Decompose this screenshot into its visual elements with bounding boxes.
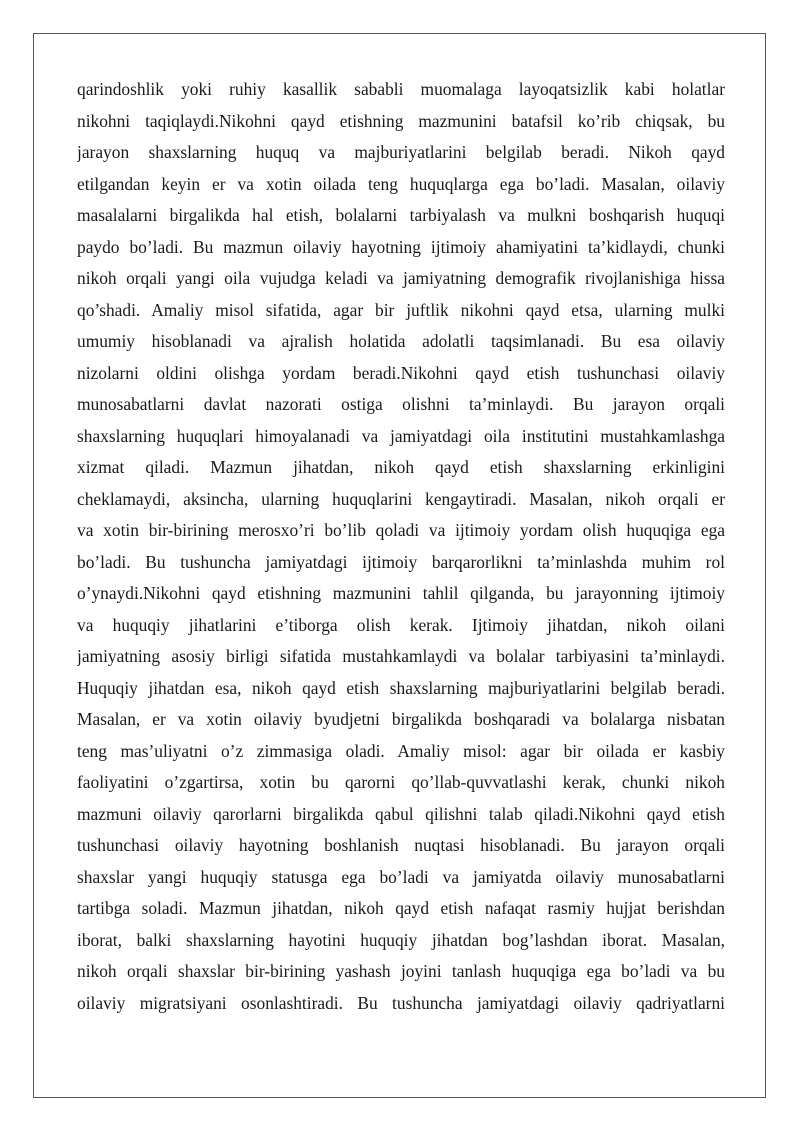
text-line: iborat, balki shaxslarning hayotini huquqiy jihatdan bog’lashdan iborat. Masalan,: [77, 929, 725, 950]
text-line: Huquqiy jihatdan esa, nikoh qayd etish shaxslarning majburiyatlarini belgilab beradi.: [77, 677, 725, 698]
text-line: nikoh orqali yangi oila vujudga keladi va jamiyatning demografik rivojlanishiga hissa: [77, 268, 725, 288]
text-line: va xotin bir-birining merosxo’ri bo’lib qoladi va ijtimoiy yordam olish huquqiga ega: [77, 520, 725, 540]
text-line: umumiy hisoblanadi va ajralish holatida adolatli taqsimlanadi. Bu esa oilaviy: [77, 331, 725, 351]
text-line: jamiyatning asosiy birligi sifatida mustahkamlaydi va bolalar tarbiyasini ta’minlaydi.: [77, 646, 725, 666]
text-line: faoliyatini o’zgartirsa, xotin bu qarorni qo’llab-quvvatlashi kerak, chunki nikoh: [77, 772, 725, 792]
text-line: va huquqiy jihatlarini e’tiborga olish kerak. Ijtimoiy jihatdan, nikoh oilani: [77, 614, 725, 635]
text-line: cheklamaydi, aksincha, ularning huquqlarini kengaytiradi. Masalan, nikoh orqali er: [77, 488, 725, 509]
text-line: tartibga soladi. Mazmun jihatdan, nikoh qayd etish nafaqat rasmiy hujjat berishdan: [77, 898, 725, 918]
text-line: etilgandan keyin er va xotin oilada teng huquqlarga ega bo’ladi. Masalan, oilaviy: [77, 173, 725, 194]
text-line: nikohni taqiqlaydi.Nikohni qayd etishning mazmunini batafsil ko’rib chiqsak, bu: [77, 110, 725, 131]
text-line: xizmat qiladi. Mazmun jihatdan, nikoh qayd etish shaxslarning erkinligini: [77, 457, 725, 477]
text-line: o’ynaydi.Nikohni qayd etishning mazmunini tahlil qilganda, bu jarayonning ijtimoiy: [77, 583, 725, 603]
text-line: munosabatlarni davlat nazorati ostiga olishni ta’minlaydi. Bu jarayon orqali: [77, 394, 725, 414]
text-line: jarayon shaxslarning huquq va majburiyatlarini belgilab beradi. Nikoh qayd: [77, 142, 725, 162]
text-line: teng mas’uliyatni o’z zimmasiga oladi. Amaliy misol: agar bir oilada er kasbiy: [77, 740, 725, 761]
text-line: mazmuni oilaviy qarorlarni birgalikda qabul qilishni talab qiladi.Nikohni qayd etish: [77, 803, 725, 824]
text-line: oilaviy migratsiyani osonlashtiradi. Bu tushuncha jamiyatdagi oilaviy qadriyatlarni: [77, 992, 725, 1013]
text-line: tushunchasi oilaviy hayotning boshlanish nuqtasi hisoblanadi. Bu jarayon orqali: [77, 835, 725, 855]
text-line: masalalarni birgalikda hal etish, bolalarni tarbiyalash va mulkni boshqarish huquqi: [77, 205, 725, 225]
text-line: shaxslar yangi huquqiy statusga ega bo’ladi va jamiyatda oilaviy munosabatlarni: [77, 866, 725, 887]
document-body: [77, 74, 725, 1019]
text-line: qo’shadi. Amaliy misol sifatida, agar bir juftlik nikohni qayd etsa, ularning mulki: [77, 299, 725, 320]
text-line: Masalan, er va xotin oilaviy byudjetni birgalikda boshqaradi va bolalarga nisbatan: [77, 709, 725, 729]
text-line: nizolarni oldini olishga yordam beradi.Nikohni qayd etish tushunchasi oilaviy: [77, 362, 725, 383]
text-line: qarindoshlik yoki ruhiy kasallik sababli muomalaga layoqatsizlik kabi holatlar: [77, 79, 725, 99]
text-line: shaxslarning huquqlari himoyalanadi va jamiyatdagi oila institutini mustahkamlashga: [77, 425, 725, 446]
text-line: nikoh orqali shaxslar bir-birining yashash joyini tanlash huquqiga ega bo’ladi va bu: [77, 961, 725, 981]
text-line: paydo bo’ladi. Bu mazmun oilaviy hayotning ijtimoiy ahamiyatini ta’kidlaydi, chunki: [77, 236, 725, 257]
text-line: bo’ladi. Bu tushuncha jamiyatdagi ijtimoiy barqarorlikni ta’minlashda muhim rol: [77, 551, 725, 572]
